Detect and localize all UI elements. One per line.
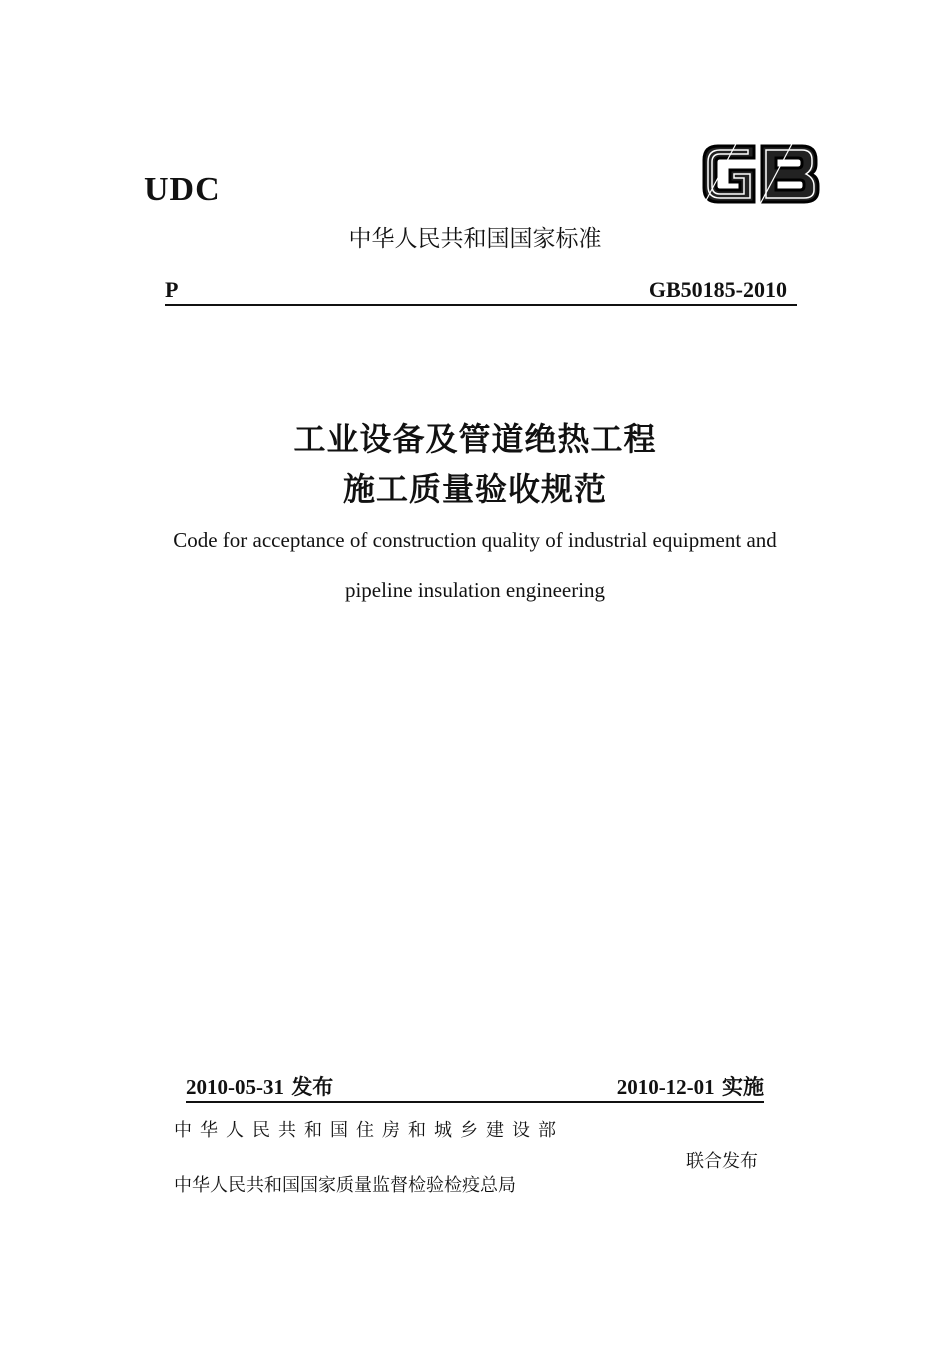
standard-code-line [165,276,797,306]
gb-logo-icon [698,138,824,210]
title-english-line-1: Code for acceptance of construction quality of industrial equipment and [173,528,777,552]
joint-release-label: 联合发布 [686,1151,758,1172]
standard-number: GB50185-2010 [648,277,787,302]
effective-label: 实施 [722,1075,764,1099]
title-chinese-line-2: 施工质量验收规范 [342,470,607,508]
effective-date [617,1073,764,1101]
issuer-ministry: 中华人民共和国住房和城乡建设部 [174,1120,564,1141]
issue-label: 发布 [291,1075,334,1099]
title-english-line-2: pipeline insulation engineering [344,578,606,602]
title-chinese-line-1: 工业设备及管道绝热工程 [293,420,657,458]
dates-line [186,1073,764,1103]
issue-date [186,1073,333,1101]
classification-code: P [165,277,179,302]
issuer-administration: 中华人民共和国国家质量监督检验检疫总局 [174,1175,516,1196]
udc-label: UDC [144,171,221,208]
effective-date-value: 2010-12-01 [616,1075,715,1099]
national-standard-heading: 中华人民共和国国家标准 [348,226,602,252]
issue-date-value: 2010-05-31 [186,1075,284,1099]
